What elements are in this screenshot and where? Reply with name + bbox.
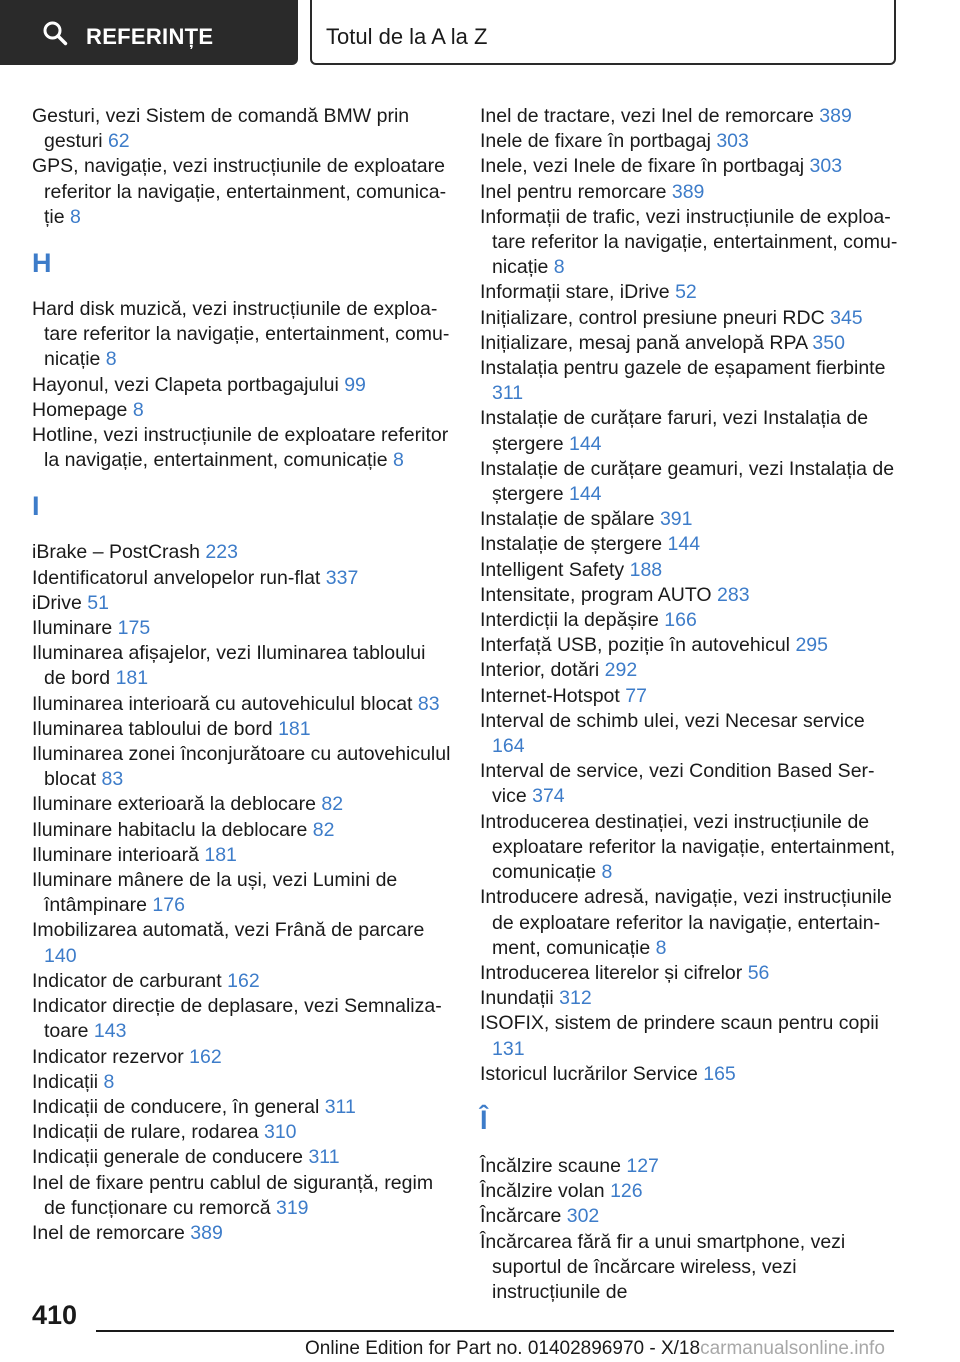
page-reference-link[interactable]: 223	[205, 541, 238, 564]
index-entry	[480, 129, 900, 154]
watermark: carmanualsonline.info	[700, 1338, 885, 1359]
page-reference-link[interactable]: 8	[103, 1070, 115, 1093]
index-entry	[32, 1120, 452, 1145]
index-entry-text: Gesturi, vezi Sistem de comandă BMW prin gesturi	[32, 105, 410, 153]
page-reference-link[interactable]: 126	[610, 1180, 643, 1203]
index-entry-text: Instalație de curățare geamuri, vezi Instalația de ștergere	[480, 457, 895, 506]
index-column-left	[32, 104, 452, 1246]
page-reference-link[interactable]: 83	[417, 692, 440, 715]
index-entry	[32, 566, 452, 591]
page-reference-link[interactable]: 83	[101, 768, 124, 791]
index-entry-text: Încălzire volan	[480, 1180, 605, 1203]
index-entry	[480, 1230, 900, 1306]
page-reference-link[interactable]: 295	[795, 634, 828, 657]
page-reference-link[interactable]: 389	[819, 105, 852, 127]
index-entry	[32, 398, 452, 423]
page-reference-link[interactable]: 312	[559, 987, 592, 1010]
index-entry	[32, 616, 452, 641]
index-entry-text: Inițializare, control presiune pneuri RDC	[480, 306, 825, 329]
index-entry	[32, 1145, 452, 1170]
index-entry-text: Instalație de curățare faruri, vezi Instalația de ștergere	[480, 407, 869, 455]
index-entry-text: Instalația pentru gazele de eșapament fierbinte	[480, 357, 886, 380]
index-entry-text: Indicații de rulare, rodarea	[32, 1121, 259, 1144]
page-reference-link[interactable]: 56	[747, 961, 770, 984]
index-entry-text: Iluminarea zonei înconjurătoare cu autovehiculul blocat	[32, 743, 451, 791]
index-entry-text: Indicații de conducere, în general	[32, 1095, 320, 1118]
index-entry	[480, 709, 900, 759]
index-entry-text: Iluminare	[32, 617, 113, 640]
tab-referinte[interactable]	[0, 0, 298, 65]
index-entry-text: Instalație de spălare	[480, 508, 655, 531]
index-entry	[480, 583, 900, 608]
page-reference-link[interactable]: 374	[532, 785, 565, 808]
index-entry	[480, 331, 900, 356]
index-entry-text: Homepage	[32, 398, 128, 421]
index-entry	[32, 1171, 452, 1221]
page-reference-link[interactable]: 8	[655, 936, 667, 959]
page-reference-link[interactable]: 337	[325, 566, 359, 589]
page-reference-link[interactable]: 131	[492, 1037, 525, 1060]
index-entry-text: iDrive	[32, 591, 82, 614]
index-entry	[480, 1204, 900, 1229]
page-reference-link[interactable]: 345	[830, 306, 863, 329]
page-reference-link[interactable]: 311	[492, 382, 524, 405]
page-reference-link[interactable]: 283	[717, 583, 750, 606]
index-entry-text: GPS, navigație, vezi instrucțiunile de exploatare referitor la navigație, entertainment, comunicație	[32, 155, 447, 228]
page-reference-link[interactable]: 391	[659, 508, 693, 531]
index-entry	[32, 742, 452, 792]
index-entry	[480, 986, 900, 1011]
index-entry-text: Iluminare interioară	[32, 843, 199, 866]
page-reference-link[interactable]: 127	[626, 1154, 659, 1177]
index-entry-text: Inițializare, mesaj pană anvelopă RPA	[480, 331, 807, 354]
page-reference-link[interactable]: 162	[189, 1045, 222, 1068]
footer-rule	[96, 1330, 894, 1332]
index-entry	[32, 994, 452, 1044]
index-entry	[480, 1154, 900, 1179]
index-entry	[480, 558, 900, 583]
page-reference-link[interactable]: 188	[629, 558, 663, 581]
index-entry-text: Introducerea literelor și cifrelor	[480, 961, 743, 984]
page-reference-link[interactable]: 143	[93, 1020, 127, 1043]
index-entry-text: Interval de service, vezi Condition Based Service	[480, 760, 875, 808]
index-entry-text: Introducere adresă, navigație, vezi instrucțiunile de exploatare referitor la navigație, entertainment, comunicație	[480, 886, 892, 959]
index-entry	[32, 104, 452, 154]
page-reference-link[interactable]: 51	[87, 591, 109, 614]
index-entry	[480, 205, 900, 281]
page-reference-link[interactable]: 82	[321, 793, 344, 816]
tab-referinte-label: REFERINȚE	[86, 24, 214, 49]
index-entry-text: Indicații	[32, 1070, 99, 1093]
page-reference-link[interactable]: 303	[716, 130, 749, 153]
page-reference-link[interactable]: 99	[344, 373, 366, 396]
index-entry	[480, 1179, 900, 1204]
index-entry-text: Inel de tractare, vezi Inel de remorcare	[480, 105, 814, 127]
page-reference-link[interactable]: 303	[809, 155, 843, 178]
index-entry-text: Încălzire scaune	[480, 1154, 621, 1177]
index-entry-text: Interfață USB, poziție în autovehicul	[480, 634, 791, 657]
page-reference-link[interactable]: 181	[115, 667, 149, 690]
page-reference-link[interactable]: 175	[117, 617, 151, 640]
index-entry-text: Introducerea destinației, vezi instrucțiunile de exploatare referitor la navigație, entertainment, comunicație	[480, 810, 896, 884]
page-reference-link[interactable]: 8	[601, 861, 613, 884]
index-entry	[32, 692, 452, 717]
index-entry-text: iBrake – PostCrash	[32, 541, 200, 564]
index-entry	[480, 406, 900, 456]
index-entry	[480, 1011, 900, 1061]
index-entry	[480, 658, 900, 683]
index-entry-text: Identificatorul anvelopelor run-flat	[32, 566, 321, 589]
index-entry	[32, 591, 452, 616]
page-reference-link[interactable]: 350	[812, 331, 845, 354]
index-entry	[480, 1062, 900, 1087]
page-reference-link[interactable]: 162	[227, 969, 260, 992]
index-entry-text: Indicator de carburant	[32, 969, 222, 992]
page-reference-link[interactable]: 302	[566, 1205, 600, 1228]
index-entry-text: Inele, vezi Inele de fixare în portbagaj	[480, 155, 805, 178]
index-entry	[32, 918, 452, 968]
index-entry-text: Hotline, vezi instrucțiunile de exploatare referitor la navigație, entertainment, comunicație	[32, 424, 449, 472]
index-entry-text: Iluminare exterioară la deblocare	[32, 793, 316, 816]
index-entry-text: Inel pentru remorcare	[480, 180, 667, 203]
index-entry-text: Interdicții la depășire	[480, 609, 659, 632]
index-entry-text: Iluminarea afișajelor, vezi Iluminarea tabloului de bord	[32, 642, 426, 690]
page-reference-link[interactable]: 165	[703, 1062, 736, 1085]
index-entry-text: ISOFIX, sistem de prindere scaun pentru copii	[480, 1012, 879, 1035]
index-entry	[32, 868, 452, 918]
index-entry	[32, 423, 452, 473]
page-number: 410	[32, 1300, 78, 1330]
page-reference-link[interactable]: 140	[44, 944, 77, 967]
index-entry	[32, 1095, 452, 1120]
page-reference-link[interactable]: 311	[308, 1146, 340, 1169]
page-reference-link[interactable]: 166	[664, 609, 697, 632]
search-icon	[42, 20, 68, 46]
index-entry	[480, 684, 900, 709]
index-entry-text: Încărcarea fără fir a unui smartphone, vezi suportul de încărcare wireless, vezi instrucțiunile de	[480, 1230, 846, 1303]
index-entry	[32, 540, 452, 565]
page-reference-link[interactable]: 389	[190, 1221, 223, 1244]
index-entry	[480, 759, 900, 809]
index-entry-text: Informații de trafic, vezi instrucțiunile de exploatare referitor la navigație, entertainment, comunicație	[480, 205, 898, 279]
index-entry-text: Hayonul, vezi Clapeta portbagajului	[32, 373, 339, 396]
page-reference-link[interactable]: 164	[492, 735, 525, 758]
index-entry-text: Informații stare, iDrive	[480, 281, 670, 304]
index-entry	[32, 969, 452, 994]
index-entry-text: Instalație de ștergere	[480, 533, 663, 556]
index-entry-text: Interior, dotări	[480, 659, 600, 682]
index-entry-text: Iluminare mânere de la uși, vezi Lumini de întâmpinare	[32, 869, 398, 917]
index-letter-heading: Î	[480, 1104, 488, 1135]
index-entry	[480, 507, 900, 532]
page-reference-link[interactable]: 292	[604, 659, 638, 682]
page-reference-link[interactable]: 8	[393, 449, 404, 472]
page-reference-link[interactable]: 181	[204, 843, 237, 866]
index-entry-text: Indicator direcție de deplasare, vezi Semnalizatoare	[32, 995, 442, 1043]
index-entry	[32, 792, 452, 817]
index-column-right	[480, 104, 900, 1305]
index-entry-text: Intelligent Safety	[480, 558, 625, 581]
index-entry	[480, 885, 900, 961]
index-entry-text: Încărcare	[480, 1205, 562, 1228]
index-entry-text: Inel de remorcare	[32, 1221, 185, 1244]
index-entry-text: Interval de schimb ulei, vezi Necesar service	[480, 709, 865, 732]
index-entry-text: Iluminarea tabloului de bord	[32, 717, 273, 740]
index-entry-text: Inundații	[480, 987, 554, 1010]
page-reference-link[interactable]: 389	[671, 180, 705, 203]
page-reference-link[interactable]: 144	[667, 533, 701, 556]
index-entry	[480, 961, 900, 986]
index-entry-text: Iluminarea interioară cu autovehiculul blocat	[32, 692, 413, 715]
index-entry	[480, 633, 900, 658]
index-entry	[480, 154, 900, 179]
index-entry-text: Intensitate, program AUTO	[480, 583, 712, 606]
index-entry	[32, 297, 452, 373]
index-entry-text: Istoricul lucrărilor Service	[480, 1062, 698, 1085]
index-entry	[32, 1070, 452, 1095]
index-entry	[32, 818, 452, 843]
page-reference-link[interactable]: 8	[105, 348, 117, 371]
page-reference-link[interactable]: 310	[263, 1121, 297, 1144]
index-entry	[32, 373, 452, 398]
index-letter-heading: H	[32, 248, 52, 279]
index-entry	[32, 717, 452, 742]
page-reference-link[interactable]: 8	[132, 398, 144, 421]
index-entry-text: Indicații generale de conducere	[32, 1146, 304, 1169]
index-entry	[480, 608, 900, 633]
page-reference-link[interactable]: 52	[675, 281, 697, 304]
index-entry	[480, 532, 900, 557]
index-entry	[480, 306, 900, 331]
edition-text: Online Edition for Part no. 01402896970 - X/18	[305, 1338, 701, 1359]
index-entry	[480, 104, 900, 129]
page-reference-link[interactable]: 311	[324, 1095, 356, 1118]
tab-az-label: Totul de la A la Z	[326, 24, 488, 49]
index-entry	[480, 810, 900, 886]
page-reference-link[interactable]: 144	[568, 483, 602, 506]
page-reference-link[interactable]: 176	[152, 894, 185, 917]
index-entry	[32, 154, 452, 230]
index-entry-text: Internet-Hotspot	[480, 684, 620, 707]
index-entry	[480, 356, 900, 406]
index-entry-text: Inel de fixare pentru cablul de siguranță, regim de funcționare cu remorcă	[32, 1171, 434, 1219]
page-reference-link[interactable]: 144	[568, 432, 602, 455]
index-entry	[32, 843, 452, 868]
index-entry	[480, 457, 900, 507]
index-entry-text: Indicator rezervor	[32, 1045, 184, 1068]
index-entry-text: Imobilizarea automată, vezi Frână de parcare	[32, 919, 425, 942]
page-reference-link[interactable]: 319	[275, 1196, 309, 1219]
footer-edition	[305, 1338, 885, 1360]
page-reference-link[interactable]: 8	[553, 256, 565, 279]
index-entry-text: Hard disk muzică, vezi instrucțiunile de exploatare referitor la navigație, entertainment, comunicație	[32, 298, 450, 371]
index-entry-text: Inele de fixare în portbagaj	[480, 130, 711, 153]
index-entry	[480, 180, 900, 205]
page-reference-link[interactable]: 62	[107, 130, 130, 153]
index-letter-heading: I	[32, 491, 40, 522]
page-reference-link[interactable]: 8	[70, 205, 81, 228]
page-reference-link[interactable]: 181	[278, 717, 311, 740]
index-entry-text: Iluminare habitaclu la deblocare	[32, 818, 308, 841]
page-reference-link[interactable]: 77	[625, 684, 647, 707]
index-entry	[32, 1045, 452, 1070]
index-entry	[32, 1221, 452, 1246]
index-entry	[480, 280, 900, 305]
tab-totul-de-la-a-la-z[interactable]	[310, 0, 896, 65]
page-reference-link[interactable]: 82	[312, 818, 335, 841]
index-entry	[32, 641, 452, 691]
